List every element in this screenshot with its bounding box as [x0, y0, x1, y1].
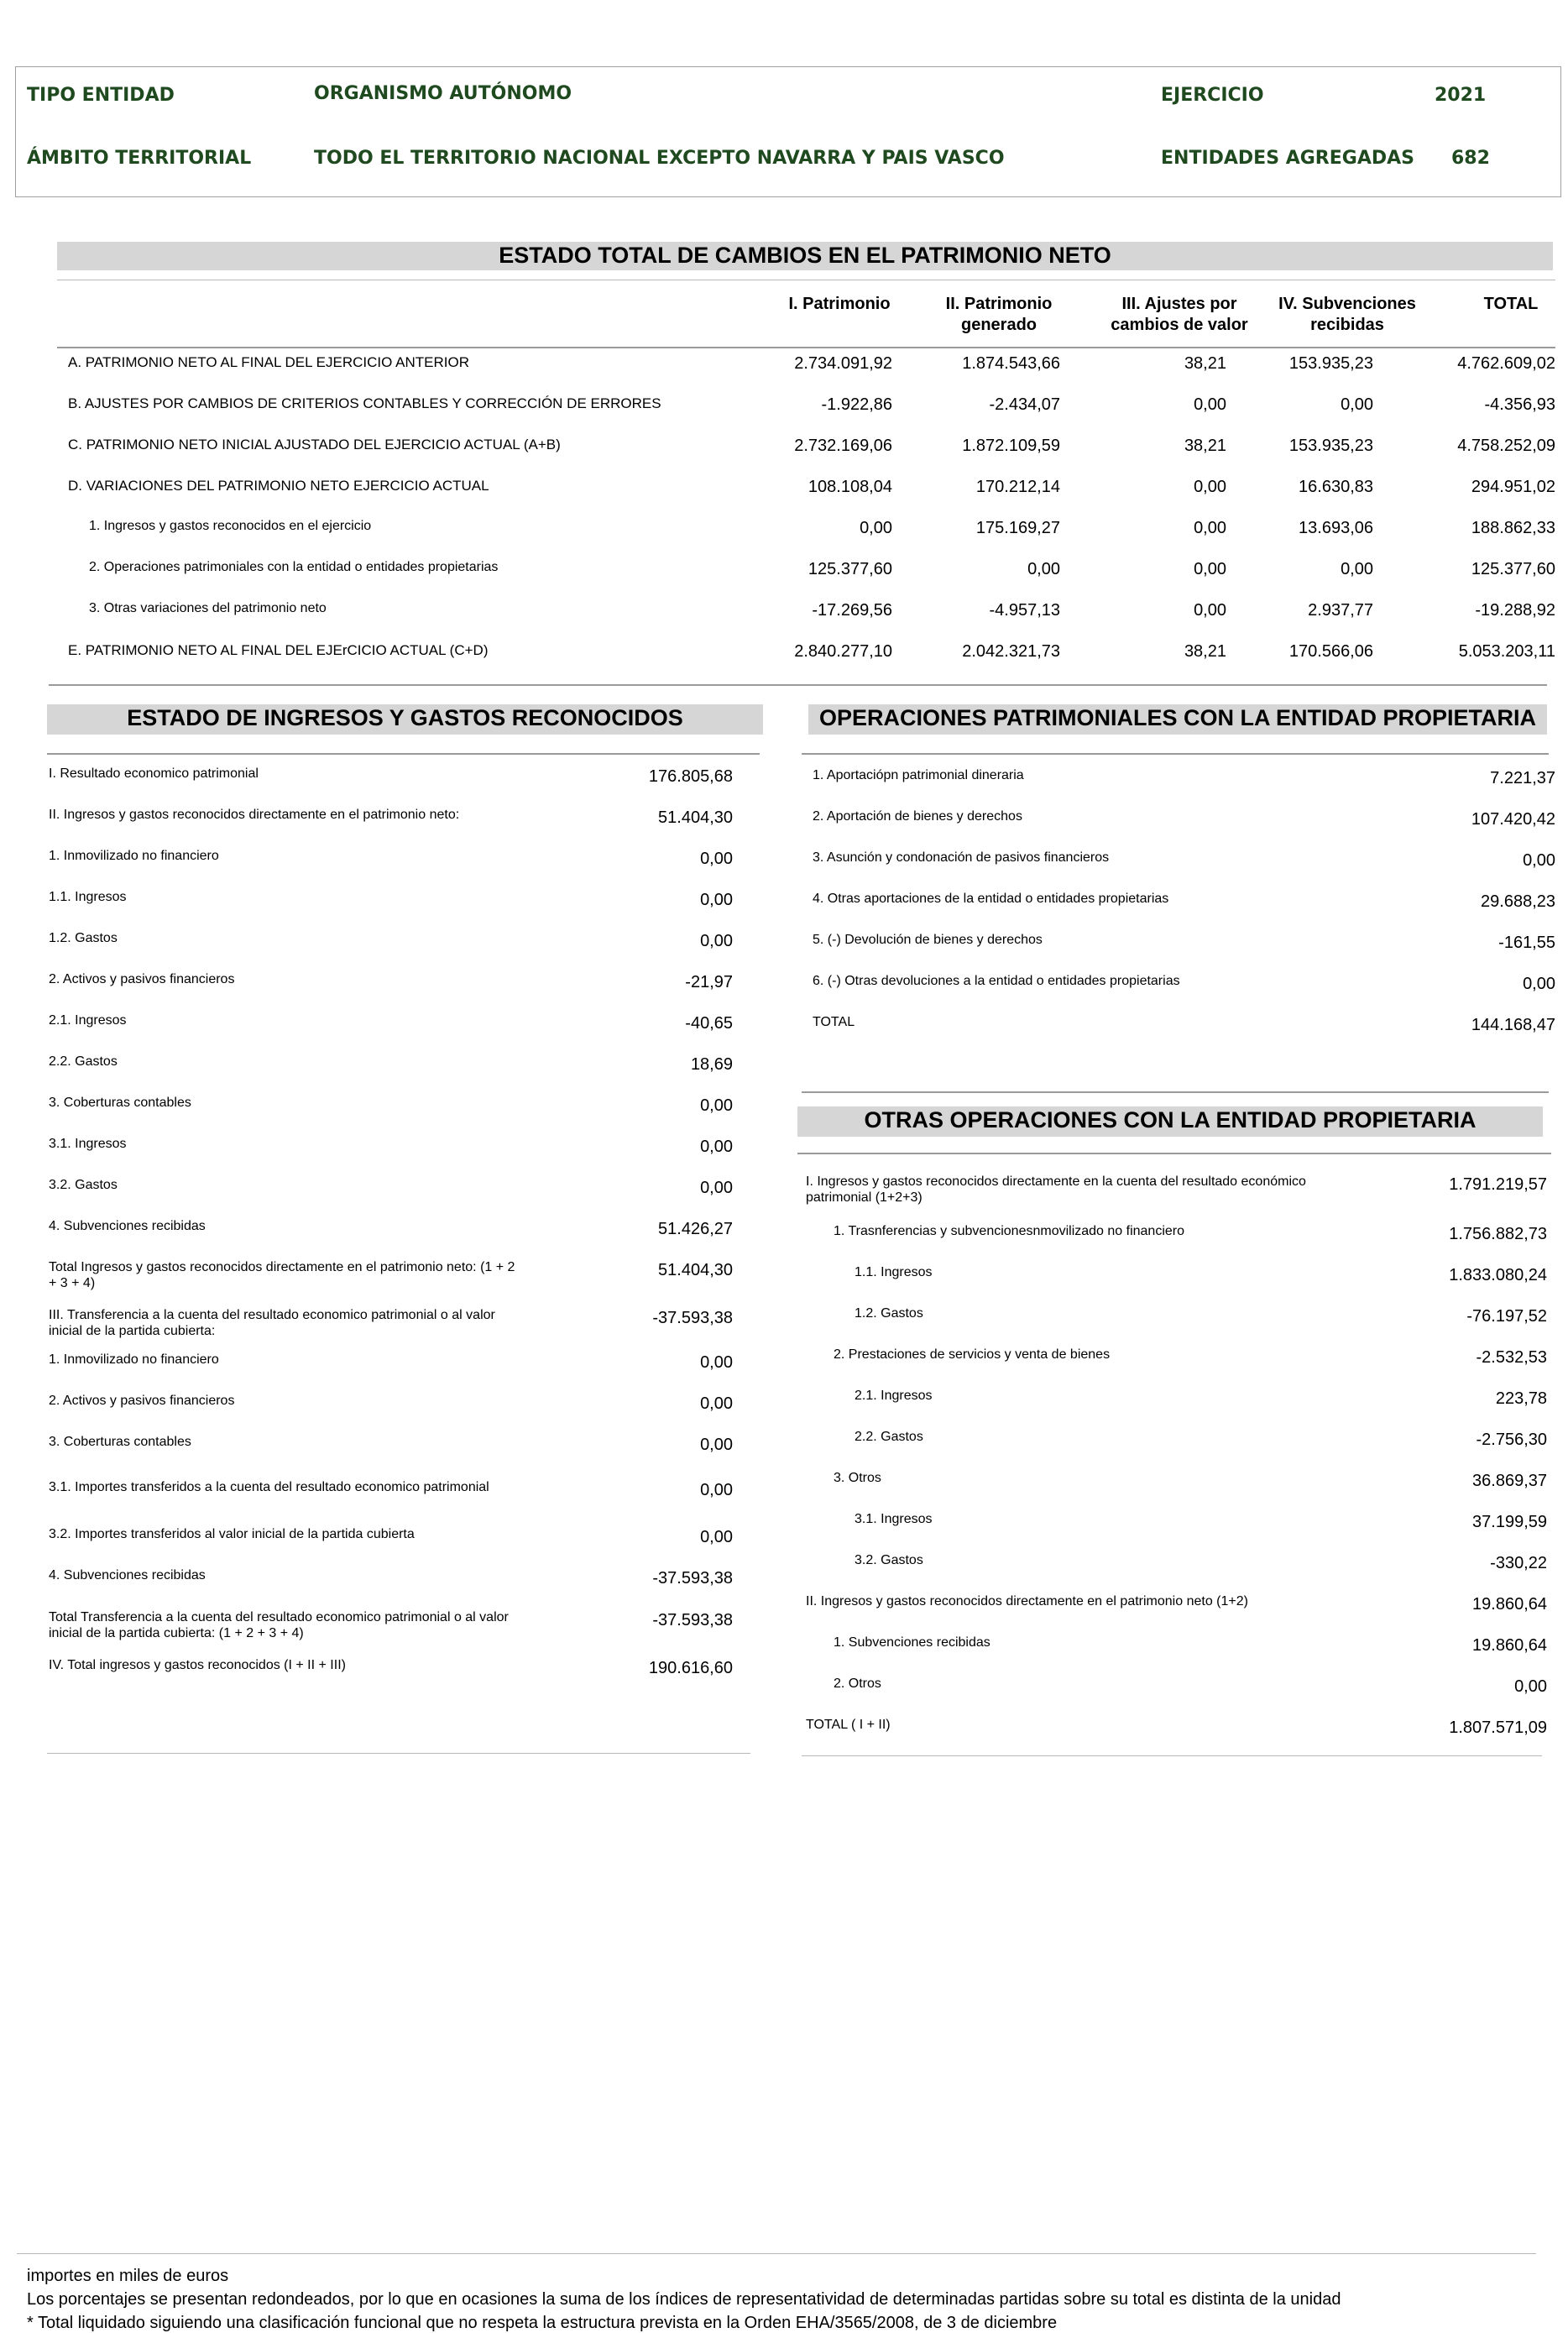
ingresos-row-label: 3. Coberturas contables	[49, 1096, 191, 1110]
patrimonio-cell-ajustes: 38,21	[1184, 642, 1226, 661]
otras-title: OTRAS OPERACIONES CON LA ENTIDAD PROPIETARIA	[797, 1106, 1543, 1137]
operaciones-row-label: 5. (-) Devolución de bienes y derechos	[813, 933, 1043, 947]
otras-row-label: 2.2. Gastos	[855, 1430, 923, 1444]
patrimonio-cell-patrimonio: 2.732.169,06	[794, 437, 892, 455]
operaciones-row-value: 144.168,47	[1471, 1016, 1555, 1034]
otras-row-value: 223,78	[1495, 1389, 1547, 1408]
col-header-patrimonio-generado: II. Patrimonio generado	[945, 295, 1053, 334]
patrimonio-cell-subvenciones: 13.693,06	[1299, 519, 1373, 537]
col-header-subvenciones: IV. Subvenciones recibidas	[1278, 295, 1416, 334]
ejercicio-value: 2021	[1435, 85, 1487, 106]
patrimonio-cell-patrimonio: 108.108,04	[808, 478, 892, 496]
ingresos-row-value: 0,00	[700, 1353, 733, 1372]
patrimonio-cell-subvenciones: 170.566,06	[1288, 642, 1373, 661]
ingresos-row-value: 51.404,30	[658, 1261, 733, 1279]
patrimonio-row-label: 3. Otras variaciones del patrimonio neto	[89, 601, 327, 615]
patrimonio-cell-patrimonio: 0,00	[860, 519, 892, 537]
otras-row-label: 2. Prestaciones de servicios y venta de bienes	[834, 1347, 1111, 1362]
patrimonio-cell-subvenciones: 16.630,83	[1299, 478, 1373, 496]
ingresos-row-value: 176.805,68	[648, 767, 733, 786]
col-header-patrimonio: I. Patrimonio	[788, 295, 891, 313]
otras-row-value: -330,22	[1490, 1554, 1547, 1572]
patrimonio-cell-total: -19.288,92	[1475, 601, 1555, 620]
operaciones-row-label: TOTAL	[813, 1015, 855, 1029]
ingresos-row-value: -40,65	[685, 1014, 733, 1033]
col-header-ajustes: III. Ajustes por cambios de valor	[1111, 295, 1248, 334]
ingresos-row-value: -37.593,38	[652, 1611, 733, 1629]
operaciones-row-value: 0,00	[1523, 975, 1555, 993]
patrimonio-cell-subvenciones: 153.935,23	[1288, 354, 1373, 373]
ingresos-row-label: Total Transferencia a la cuenta del resultado economico patrimonial o al valor inicial de la partida cubierta: (1 + 2 + 3 + 4)	[49, 1610, 509, 1640]
col-header-total: TOTAL	[1483, 295, 1539, 313]
operaciones-top-rule	[802, 753, 1549, 755]
ingresos-row-value: 190.616,60	[648, 1659, 733, 1677]
patrimonio-cell-total: 5.053.203,11	[1458, 642, 1555, 661]
patrimonio-cell-ajustes: 0,00	[1194, 395, 1226, 414]
patrimonio-row-label: C. PATRIMONIO NETO INICIAL AJUSTADO DEL EJERCICIO ACTUAL (A+B)	[68, 437, 561, 452]
ingresos-row-label: II. Ingresos y gastos reconocidos directamente en el patrimonio neto:	[49, 808, 460, 822]
ingresos-row-label: 3. Coberturas contables	[49, 1435, 191, 1449]
operaciones-row-value: 0,00	[1523, 851, 1555, 870]
otras-row-value: 1.807.571,09	[1449, 1718, 1547, 1737]
tipo-entidad-value: ORGANISMO AUTÓNOMO	[314, 83, 572, 104]
ingresos-row-label: I. Resultado economico patrimonial	[49, 766, 259, 781]
otras-row-value: -76.197,52	[1466, 1307, 1547, 1326]
otras-row-label: TOTAL ( I + II)	[806, 1718, 891, 1732]
ingresos-row-value: -21,97	[685, 973, 733, 991]
ingresos-row-value: 0,00	[700, 1179, 733, 1197]
patrimonio-cell-patrimonio: 125.377,60	[808, 560, 892, 578]
patrimonio-row-label: E. PATRIMONIO NETO AL FINAL DEL EJErCICIO ACTUAL (C+D)	[68, 642, 489, 658]
ingresos-row-label: 3.1. Importes transferidos a la cuenta del resultado economico patrimonial	[49, 1480, 489, 1494]
ingresos-row-label: 3.2. Importes transferidos al valor inicial de la partida cubierta	[49, 1527, 415, 1541]
otras-top-rule	[797, 1153, 1551, 1154]
footer-note-rounding: Los porcentajes se presentan redondeados, por lo que en ocasiones la suma de los índices de representatividad de determinadas partidas sobre su total es distinta de la unidad	[27, 2290, 1341, 2309]
entidades-value: 682	[1451, 148, 1490, 169]
patrimonio-cell-generado: 0,00	[1027, 560, 1060, 578]
ingresos-row-value: 51.404,30	[658, 808, 733, 827]
otras-row-value: 1.791.219,57	[1449, 1175, 1547, 1194]
ingresos-row-label: 4. Subvenciones recibidas	[49, 1219, 206, 1233]
footer-note-classification: * Total liquidado siguiendo una clasificación funcional que no respeta la estructura prevista en la Orden EHA/3565/2008, de 3 de diciembre	[27, 2314, 1058, 2332]
ingresos-row-value: 0,00	[700, 891, 733, 909]
ambito-label: ÁMBITO TERRITORIAL	[27, 148, 252, 169]
otras-row-value: -2.532,53	[1476, 1348, 1547, 1367]
patrimonio-cell-patrimonio: -17.269,56	[812, 601, 892, 620]
ingresos-row-value: 0,00	[700, 1096, 733, 1115]
patrimonio-cell-generado: 170.212,14	[975, 478, 1060, 496]
operaciones-title: OPERACIONES PATRIMONIALES CON LA ENTIDAD PROPIETARIA	[808, 704, 1547, 735]
patrimonio-row-label: D. VARIACIONES DEL PATRIMONIO NETO EJERCICIO ACTUAL	[68, 478, 489, 494]
otras-row-value: 19.860,64	[1472, 1595, 1547, 1614]
otras-row-label: I. Ingresos y gastos reconocidos directamente en la cuenta del resultado económico patrimonial (1+2+3)	[806, 1174, 1306, 1205]
otras-bottom-rule	[802, 1755, 1542, 1756]
operaciones-row-label: 2. Aportación de bienes y derechos	[813, 809, 1022, 824]
ingresos-row-value: -37.593,38	[652, 1569, 733, 1588]
operaciones-row-label: 3. Asunción y condonación de pasivos financieros	[813, 850, 1110, 865]
ingresos-row-label: III. Transferencia a la cuenta del resultado economico patrimonial o al valor inicial de la partida cubierta:	[49, 1308, 495, 1338]
ingresos-row-label: 2. Activos y pasivos financieros	[49, 1394, 235, 1408]
otras-row-value: 1.833.080,24	[1449, 1266, 1547, 1284]
otras-row-value: 1.756.882,73	[1449, 1225, 1547, 1243]
ingresos-row-value: 0,00	[700, 1481, 733, 1499]
ingresos-row-value: 0,00	[700, 1436, 733, 1454]
otras-row-label: 1. Trasnferencias y subvencionesnmovilizado no financiero	[834, 1224, 1185, 1238]
otras-row-label: 1. Subvenciones recibidas	[834, 1635, 990, 1650]
patrimonio-cell-patrimonio: 2.734.091,92	[794, 354, 892, 373]
ingresos-row-label: Total Ingresos y gastos reconocidos directamente en el patrimonio neto: (1 + 2 + 3 + 4)	[49, 1260, 515, 1290]
otras-row-label: 3.2. Gastos	[855, 1553, 923, 1567]
operaciones-row-value: 7.221,37	[1490, 769, 1555, 787]
patrimonio-cell-total: 4.758.252,09	[1457, 437, 1555, 455]
tipo-entidad-label: TIPO ENTIDAD	[27, 85, 175, 106]
entidades-label: ENTIDADES AGREGADAS	[1161, 148, 1414, 169]
patrimonio-cell-subvenciones: 0,00	[1341, 395, 1373, 414]
patrimonio-cell-patrimonio: 2.840.277,10	[794, 642, 892, 661]
ingresos-row-label: 2.2. Gastos	[49, 1054, 118, 1069]
ingresos-row-value: 0,00	[700, 1394, 733, 1413]
ingresos-row-value: 0,00	[700, 1528, 733, 1546]
operaciones-row-value: 29.688,23	[1481, 892, 1555, 911]
ingresos-row-label: 3.2. Gastos	[49, 1178, 118, 1192]
patrimonio-cell-generado: -2.434,07	[989, 395, 1060, 414]
patrimonio-cell-ajustes: 0,00	[1194, 560, 1226, 578]
patrimonio-cell-total: -4.356,93	[1484, 395, 1555, 414]
ingresos-row-label: 2.1. Ingresos	[49, 1013, 127, 1028]
patrimonio-row-label: B. AJUSTES POR CAMBIOS DE CRITERIOS CONTABLES Y CORRECCIÓN DE ERRORES	[68, 395, 661, 411]
patrimonio-cell-subvenciones: 153.935,23	[1288, 437, 1373, 455]
patrimonio-title: ESTADO TOTAL DE CAMBIOS EN EL PATRIMONIO NETO	[57, 242, 1553, 270]
patrimonio-header-rule	[57, 347, 1555, 348]
patrimonio-cell-patrimonio: -1.922,86	[821, 395, 892, 414]
ingresos-top-rule	[47, 753, 760, 755]
ingresos-row-value: 0,00	[700, 850, 733, 868]
otras-row-value: 19.860,64	[1472, 1636, 1547, 1655]
ingresos-title: ESTADO DE INGRESOS Y GASTOS RECONOCIDOS	[47, 704, 763, 735]
operaciones-row-label: 1. Aportaciópn patrimonial dineraria	[813, 768, 1024, 782]
patrimonio-cell-subvenciones: 0,00	[1341, 560, 1373, 578]
header-box	[15, 66, 1561, 197]
ambito-value: TODO EL TERRITORIO NACIONAL EXCEPTO NAVARRA Y PAIS VASCO	[314, 148, 1005, 169]
ingresos-row-value: -37.593,38	[652, 1309, 733, 1327]
otras-row-label: 3. Otros	[834, 1471, 881, 1485]
patrimonio-cell-total: 125.377,60	[1471, 560, 1555, 578]
patrimonio-cell-ajustes: 0,00	[1194, 478, 1226, 496]
operaciones-row-label: 4. Otras aportaciones de la entidad o entidades propietarias	[813, 892, 1169, 906]
ingresos-row-value: 51.426,27	[658, 1220, 733, 1238]
patrimonio-cell-ajustes: 38,21	[1184, 437, 1226, 455]
ingresos-row-label: 3.1. Ingresos	[49, 1137, 127, 1151]
patrimonio-cell-generado: 175.169,27	[975, 519, 1060, 537]
patrimonio-cell-subvenciones: 2.937,77	[1308, 601, 1373, 620]
patrimonio-cell-ajustes: 38,21	[1184, 354, 1226, 373]
patrimonio-cell-generado: -4.957,13	[989, 601, 1060, 620]
otras-row-label: 2.1. Ingresos	[855, 1389, 933, 1403]
ingresos-row-label: 1. Inmovilizado no financiero	[49, 849, 219, 863]
patrimonio-cell-generado: 1.872.109,59	[962, 437, 1060, 455]
operaciones-bottom-rule	[802, 1091, 1549, 1093]
operaciones-row-label: 6. (-) Otras devoluciones a la entidad o entidades propietarias	[813, 974, 1180, 988]
patrimonio-cell-ajustes: 0,00	[1194, 519, 1226, 537]
ingresos-row-label: 1. Inmovilizado no financiero	[49, 1352, 219, 1367]
otras-row-value: 37.199,59	[1472, 1513, 1547, 1531]
otras-row-label: 3.1. Ingresos	[855, 1512, 933, 1526]
operaciones-row-value: -161,55	[1498, 934, 1555, 952]
otras-row-value: 0,00	[1514, 1677, 1547, 1696]
footer-rule	[17, 2253, 1536, 2254]
ingresos-row-label: 1.2. Gastos	[49, 931, 118, 945]
patrimonio-row-label: 1. Ingresos y gastos reconocidos en el ejercicio	[89, 519, 372, 533]
ejercicio-label: EJERCICIO	[1161, 85, 1264, 106]
otras-row-label: II. Ingresos y gastos reconocidos directamente en el patrimonio neto (1+2)	[806, 1594, 1248, 1609]
patrimonio-cell-total: 4.762.609,02	[1457, 354, 1555, 373]
ingresos-row-label: 2. Activos y pasivos financieros	[49, 972, 235, 986]
ingresos-bottom-rule	[47, 1753, 750, 1754]
patrimonio-cell-generado: 2.042.321,73	[962, 642, 1060, 661]
ingresos-row-value: 18,69	[690, 1055, 733, 1074]
patrimonio-cell-ajustes: 0,00	[1194, 601, 1226, 620]
footer-note-units: importes en miles de euros	[27, 2267, 229, 2285]
ingresos-row-label: IV. Total ingresos y gastos reconocidos (I + II + III)	[49, 1658, 346, 1672]
patrimonio-bottom-rule	[49, 684, 1547, 686]
ingresos-row-label: 1.1. Ingresos	[49, 890, 127, 904]
otras-row-label: 1.2. Gastos	[855, 1306, 923, 1321]
otras-row-value: -2.756,30	[1476, 1431, 1547, 1449]
ingresos-row-value: 0,00	[700, 932, 733, 950]
ingresos-row-value: 0,00	[700, 1138, 733, 1156]
ingresos-row-label: 4. Subvenciones recibidas	[49, 1568, 206, 1582]
patrimonio-cell-total: 188.862,33	[1471, 519, 1555, 537]
otras-row-value: 36.869,37	[1472, 1472, 1547, 1490]
operaciones-row-value: 107.420,42	[1471, 810, 1555, 829]
patrimonio-cell-generado: 1.874.543,66	[962, 354, 1060, 373]
otras-row-label: 2. Otros	[834, 1677, 881, 1691]
patrimonio-row-label: 2. Operaciones patrimoniales con la entidad o entidades propietarias	[89, 560, 499, 574]
otras-row-label: 1.1. Ingresos	[855, 1265, 933, 1279]
patrimonio-row-label: A. PATRIMONIO NETO AL FINAL DEL EJERCICIO ANTERIOR	[68, 354, 469, 370]
patrimonio-cell-total: 294.951,02	[1471, 478, 1555, 496]
